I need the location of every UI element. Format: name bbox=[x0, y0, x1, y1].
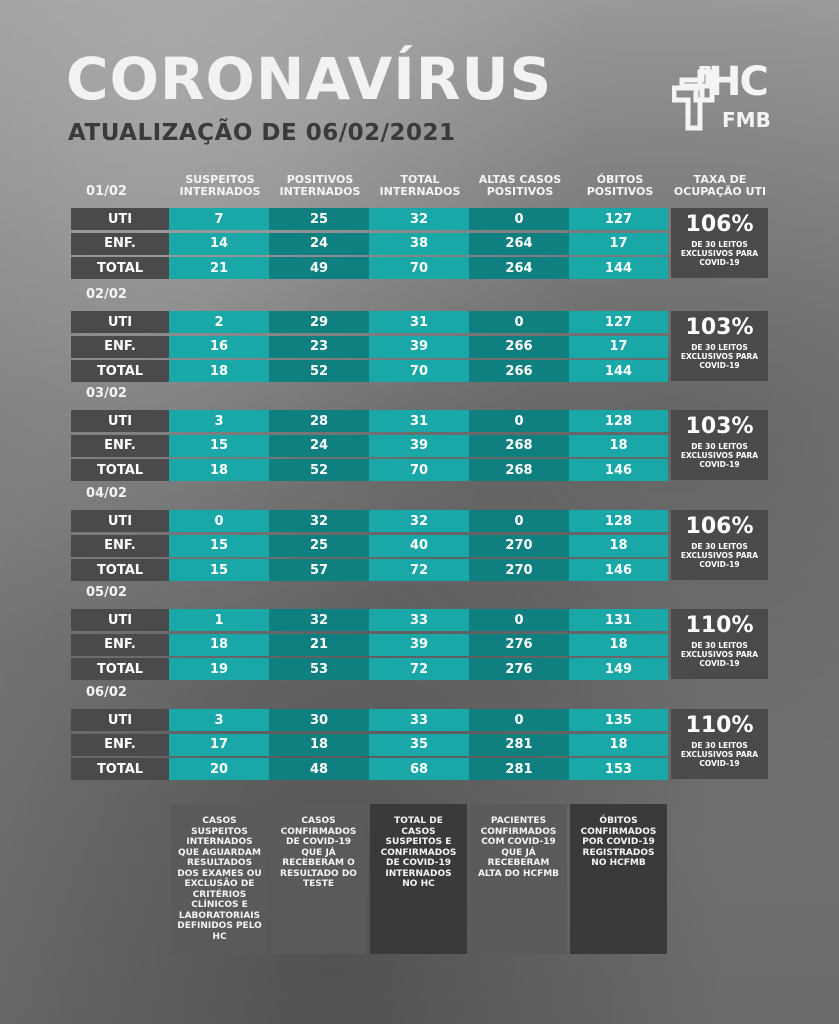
positivos-cell: 53 bbox=[269, 658, 369, 680]
occupancy-rate-note: DE 30 LEITOS EXCLUSIVOS PARA COVID-19 bbox=[680, 641, 759, 668]
obitos-cell: 128 bbox=[569, 410, 668, 432]
column-header-obitos: ÓBITOS POSITIVOS bbox=[586, 173, 654, 198]
row-label: ENF. bbox=[71, 535, 169, 557]
altas-cell: 0 bbox=[469, 510, 569, 532]
altas-cell: 268 bbox=[469, 435, 569, 457]
row-label: ENF. bbox=[71, 634, 169, 656]
suspeitos-cell: 15 bbox=[169, 535, 269, 557]
table-row bbox=[71, 510, 669, 532]
table-row bbox=[71, 559, 669, 581]
suspeitos-cell: 17 bbox=[169, 734, 269, 756]
legend-obitos: ÓBITOS CONFIRMADOS POR COVID-19 REGISTRADOS NO HCFMB bbox=[570, 804, 667, 954]
date-label: 02/02 bbox=[86, 287, 127, 302]
suspeitos-cell: 0 bbox=[169, 510, 269, 532]
occupancy-rate-note: DE 30 LEITOS EXCLUSIVOS PARA COVID-19 bbox=[680, 542, 759, 569]
altas-cell: 268 bbox=[469, 459, 569, 481]
table-row bbox=[71, 233, 669, 255]
suspeitos-cell: 1 bbox=[169, 609, 269, 631]
obitos-cell: 149 bbox=[569, 658, 668, 680]
altas-cell: 0 bbox=[469, 208, 569, 230]
positivos-cell: 24 bbox=[269, 233, 369, 255]
positivos-cell: 49 bbox=[269, 257, 369, 279]
logo-text: HC bbox=[708, 59, 767, 105]
row-label: UTI bbox=[71, 311, 169, 333]
table-row bbox=[71, 634, 669, 656]
total-cell: 32 bbox=[369, 510, 469, 532]
suspeitos-cell: 2 bbox=[169, 311, 269, 333]
suspeitos-cell: 7 bbox=[169, 208, 269, 230]
column-header-altas: ALTAS CASOS POSITIVOS bbox=[478, 173, 562, 198]
row-label: UTI bbox=[71, 208, 169, 230]
altas-cell: 0 bbox=[469, 311, 569, 333]
occupancy-rate-box bbox=[671, 208, 768, 278]
altas-cell: 266 bbox=[469, 336, 569, 358]
obitos-cell: 18 bbox=[569, 435, 668, 457]
total-cell: 33 bbox=[369, 709, 469, 731]
total-cell: 33 bbox=[369, 609, 469, 631]
positivos-cell: 18 bbox=[269, 734, 369, 756]
altas-cell: 270 bbox=[469, 559, 569, 581]
altas-cell: 264 bbox=[469, 233, 569, 255]
table-row bbox=[71, 658, 669, 680]
row-label: TOTAL bbox=[71, 360, 169, 382]
altas-cell: 0 bbox=[469, 410, 569, 432]
positivos-cell: 57 bbox=[269, 559, 369, 581]
row-label: TOTAL bbox=[71, 459, 169, 481]
date-label: 01/02 bbox=[86, 184, 127, 199]
obitos-cell: 18 bbox=[569, 535, 668, 557]
obitos-cell: 144 bbox=[569, 360, 668, 382]
total-cell: 72 bbox=[369, 559, 469, 581]
total-cell: 70 bbox=[369, 459, 469, 481]
occupancy-rate-value: 106% bbox=[685, 212, 754, 237]
obitos-cell: 128 bbox=[569, 510, 668, 532]
total-cell: 31 bbox=[369, 311, 469, 333]
positivos-cell: 28 bbox=[269, 410, 369, 432]
total-cell: 40 bbox=[369, 535, 469, 557]
altas-cell: 281 bbox=[469, 758, 569, 780]
positivos-cell: 32 bbox=[269, 609, 369, 631]
obitos-cell: 127 bbox=[569, 311, 668, 333]
obitos-cell: 146 bbox=[569, 559, 668, 581]
obitos-cell: 127 bbox=[569, 208, 668, 230]
positivos-cell: 21 bbox=[269, 634, 369, 656]
table-row bbox=[71, 609, 669, 631]
logo-subtext: FMB bbox=[722, 108, 771, 132]
page-title: CORONAVÍRUS bbox=[66, 45, 553, 113]
row-label: UTI bbox=[71, 709, 169, 731]
row-label: ENF. bbox=[71, 233, 169, 255]
total-cell: 68 bbox=[369, 758, 469, 780]
occupancy-rate-note: DE 30 LEITOS EXCLUSIVOS PARA COVID-19 bbox=[680, 240, 759, 267]
occupancy-rate-box bbox=[671, 510, 768, 580]
total-cell: 39 bbox=[369, 435, 469, 457]
obitos-cell: 17 bbox=[569, 336, 668, 358]
row-label: TOTAL bbox=[71, 559, 169, 581]
table-row bbox=[71, 734, 669, 756]
total-cell: 39 bbox=[369, 634, 469, 656]
obitos-cell: 153 bbox=[569, 758, 668, 780]
suspeitos-cell: 3 bbox=[169, 410, 269, 432]
row-label: TOTAL bbox=[71, 658, 169, 680]
column-header-positivos: POSITIVOS INTERNADOS bbox=[279, 173, 361, 198]
positivos-cell: 32 bbox=[269, 510, 369, 532]
occupancy-rate-value: 110% bbox=[685, 713, 754, 738]
occupancy-rate-note: DE 30 LEITOS EXCLUSIVOS PARA COVID-19 bbox=[680, 741, 759, 768]
suspeitos-cell: 18 bbox=[169, 634, 269, 656]
occupancy-rate-box bbox=[671, 709, 768, 779]
suspeitos-cell: 15 bbox=[169, 435, 269, 457]
table-row bbox=[71, 208, 669, 230]
table-row bbox=[71, 360, 669, 382]
suspeitos-cell: 21 bbox=[169, 257, 269, 279]
suspeitos-cell: 15 bbox=[169, 559, 269, 581]
total-cell: 35 bbox=[369, 734, 469, 756]
row-label: TOTAL bbox=[71, 758, 169, 780]
altas-cell: 276 bbox=[469, 658, 569, 680]
row-label: ENF. bbox=[71, 734, 169, 756]
table-row bbox=[71, 459, 669, 481]
table-row bbox=[71, 257, 669, 279]
suspeitos-cell: 16 bbox=[169, 336, 269, 358]
suspeitos-cell: 19 bbox=[169, 658, 269, 680]
suspeitos-cell: 3 bbox=[169, 709, 269, 731]
total-cell: 70 bbox=[369, 257, 469, 279]
positivos-cell: 23 bbox=[269, 336, 369, 358]
obitos-cell: 17 bbox=[569, 233, 668, 255]
date-label: 03/02 bbox=[86, 386, 127, 401]
positivos-cell: 29 bbox=[269, 311, 369, 333]
altas-cell: 0 bbox=[469, 609, 569, 631]
total-cell: 32 bbox=[369, 208, 469, 230]
obitos-cell: 18 bbox=[569, 734, 668, 756]
occupancy-rate-value: 106% bbox=[685, 514, 754, 539]
obitos-cell: 131 bbox=[569, 609, 668, 631]
total-cell: 70 bbox=[369, 360, 469, 382]
total-cell: 72 bbox=[369, 658, 469, 680]
occupancy-rate-value: 110% bbox=[685, 613, 754, 638]
legend-total: TOTAL DE CASOS SUSPEITOS E CONFIRMADOS DE COVID-19 INTERNADOS NO HC bbox=[370, 804, 467, 954]
occupancy-rate-box bbox=[671, 311, 768, 381]
altas-cell: 266 bbox=[469, 360, 569, 382]
altas-cell: 270 bbox=[469, 535, 569, 557]
table-row bbox=[71, 410, 669, 432]
legend-altas: PACIENTES CONFIRMADOS COM COVID-19 QUE JÁ RECEBERAM ALTA DO HCFMB bbox=[470, 804, 567, 954]
column-header-suspeitos: SUSPEITOS INTERNADOS bbox=[179, 173, 261, 198]
positivos-cell: 25 bbox=[269, 535, 369, 557]
positivos-cell: 24 bbox=[269, 435, 369, 457]
table-row bbox=[71, 336, 669, 358]
row-label: ENF. bbox=[71, 336, 169, 358]
total-cell: 39 bbox=[369, 336, 469, 358]
positivos-cell: 52 bbox=[269, 459, 369, 481]
date-label: 04/02 bbox=[86, 486, 127, 501]
row-label: TOTAL bbox=[71, 257, 169, 279]
table-row bbox=[71, 709, 669, 731]
altas-cell: 0 bbox=[469, 709, 569, 731]
table-row bbox=[71, 758, 669, 780]
occupancy-rate-box bbox=[671, 410, 768, 480]
obitos-cell: 146 bbox=[569, 459, 668, 481]
column-header-taxa: TAXA DE OCUPAÇÃO UTI bbox=[673, 173, 767, 198]
altas-cell: 281 bbox=[469, 734, 569, 756]
suspeitos-cell: 18 bbox=[169, 360, 269, 382]
column-header-total: TOTAL INTERNADOS bbox=[379, 173, 461, 198]
legend-suspeitos: CASOS SUSPEITOS INTERNADOS QUE AGUARDAM RESULTADOS DOS EXAMES OU EXCLUSÃO DE CRITÉRIOS CLÍNICOS E LABORATORIAIS DEFINIDOS PELO HC bbox=[171, 804, 268, 954]
suspeitos-cell: 20 bbox=[169, 758, 269, 780]
obitos-cell: 18 bbox=[569, 634, 668, 656]
table-row bbox=[71, 311, 669, 333]
occupancy-rate-note: DE 30 LEITOS EXCLUSIVOS PARA COVID-19 bbox=[680, 442, 759, 469]
obitos-cell: 135 bbox=[569, 709, 668, 731]
suspeitos-cell: 14 bbox=[169, 233, 269, 255]
positivos-cell: 30 bbox=[269, 709, 369, 731]
total-cell: 31 bbox=[369, 410, 469, 432]
date-label: 06/02 bbox=[86, 685, 127, 700]
altas-cell: 276 bbox=[469, 634, 569, 656]
row-label: ENF. bbox=[71, 435, 169, 457]
obitos-cell: 144 bbox=[569, 257, 668, 279]
row-label: UTI bbox=[71, 609, 169, 631]
legend-positivos: CASOS CONFIRMADOS DE COVID-19 QUE JÁ RECEBERAM O RESULTADO DO TESTE bbox=[270, 804, 367, 954]
table-row bbox=[71, 435, 669, 457]
row-label: UTI bbox=[71, 510, 169, 532]
page-subtitle: ATUALIZAÇÃO DE 06/02/2021 bbox=[68, 120, 456, 146]
positivos-cell: 52 bbox=[269, 360, 369, 382]
total-cell: 38 bbox=[369, 233, 469, 255]
row-label: UTI bbox=[71, 410, 169, 432]
date-label: 05/02 bbox=[86, 585, 127, 600]
altas-cell: 264 bbox=[469, 257, 569, 279]
occupancy-rate-value: 103% bbox=[685, 315, 754, 340]
positivos-cell: 48 bbox=[269, 758, 369, 780]
occupancy-rate-box bbox=[671, 609, 768, 679]
table-row bbox=[71, 535, 669, 557]
occupancy-rate-value: 103% bbox=[685, 414, 754, 439]
occupancy-rate-note: DE 30 LEITOS EXCLUSIVOS PARA COVID-19 bbox=[680, 343, 759, 370]
positivos-cell: 25 bbox=[269, 208, 369, 230]
suspeitos-cell: 18 bbox=[169, 459, 269, 481]
